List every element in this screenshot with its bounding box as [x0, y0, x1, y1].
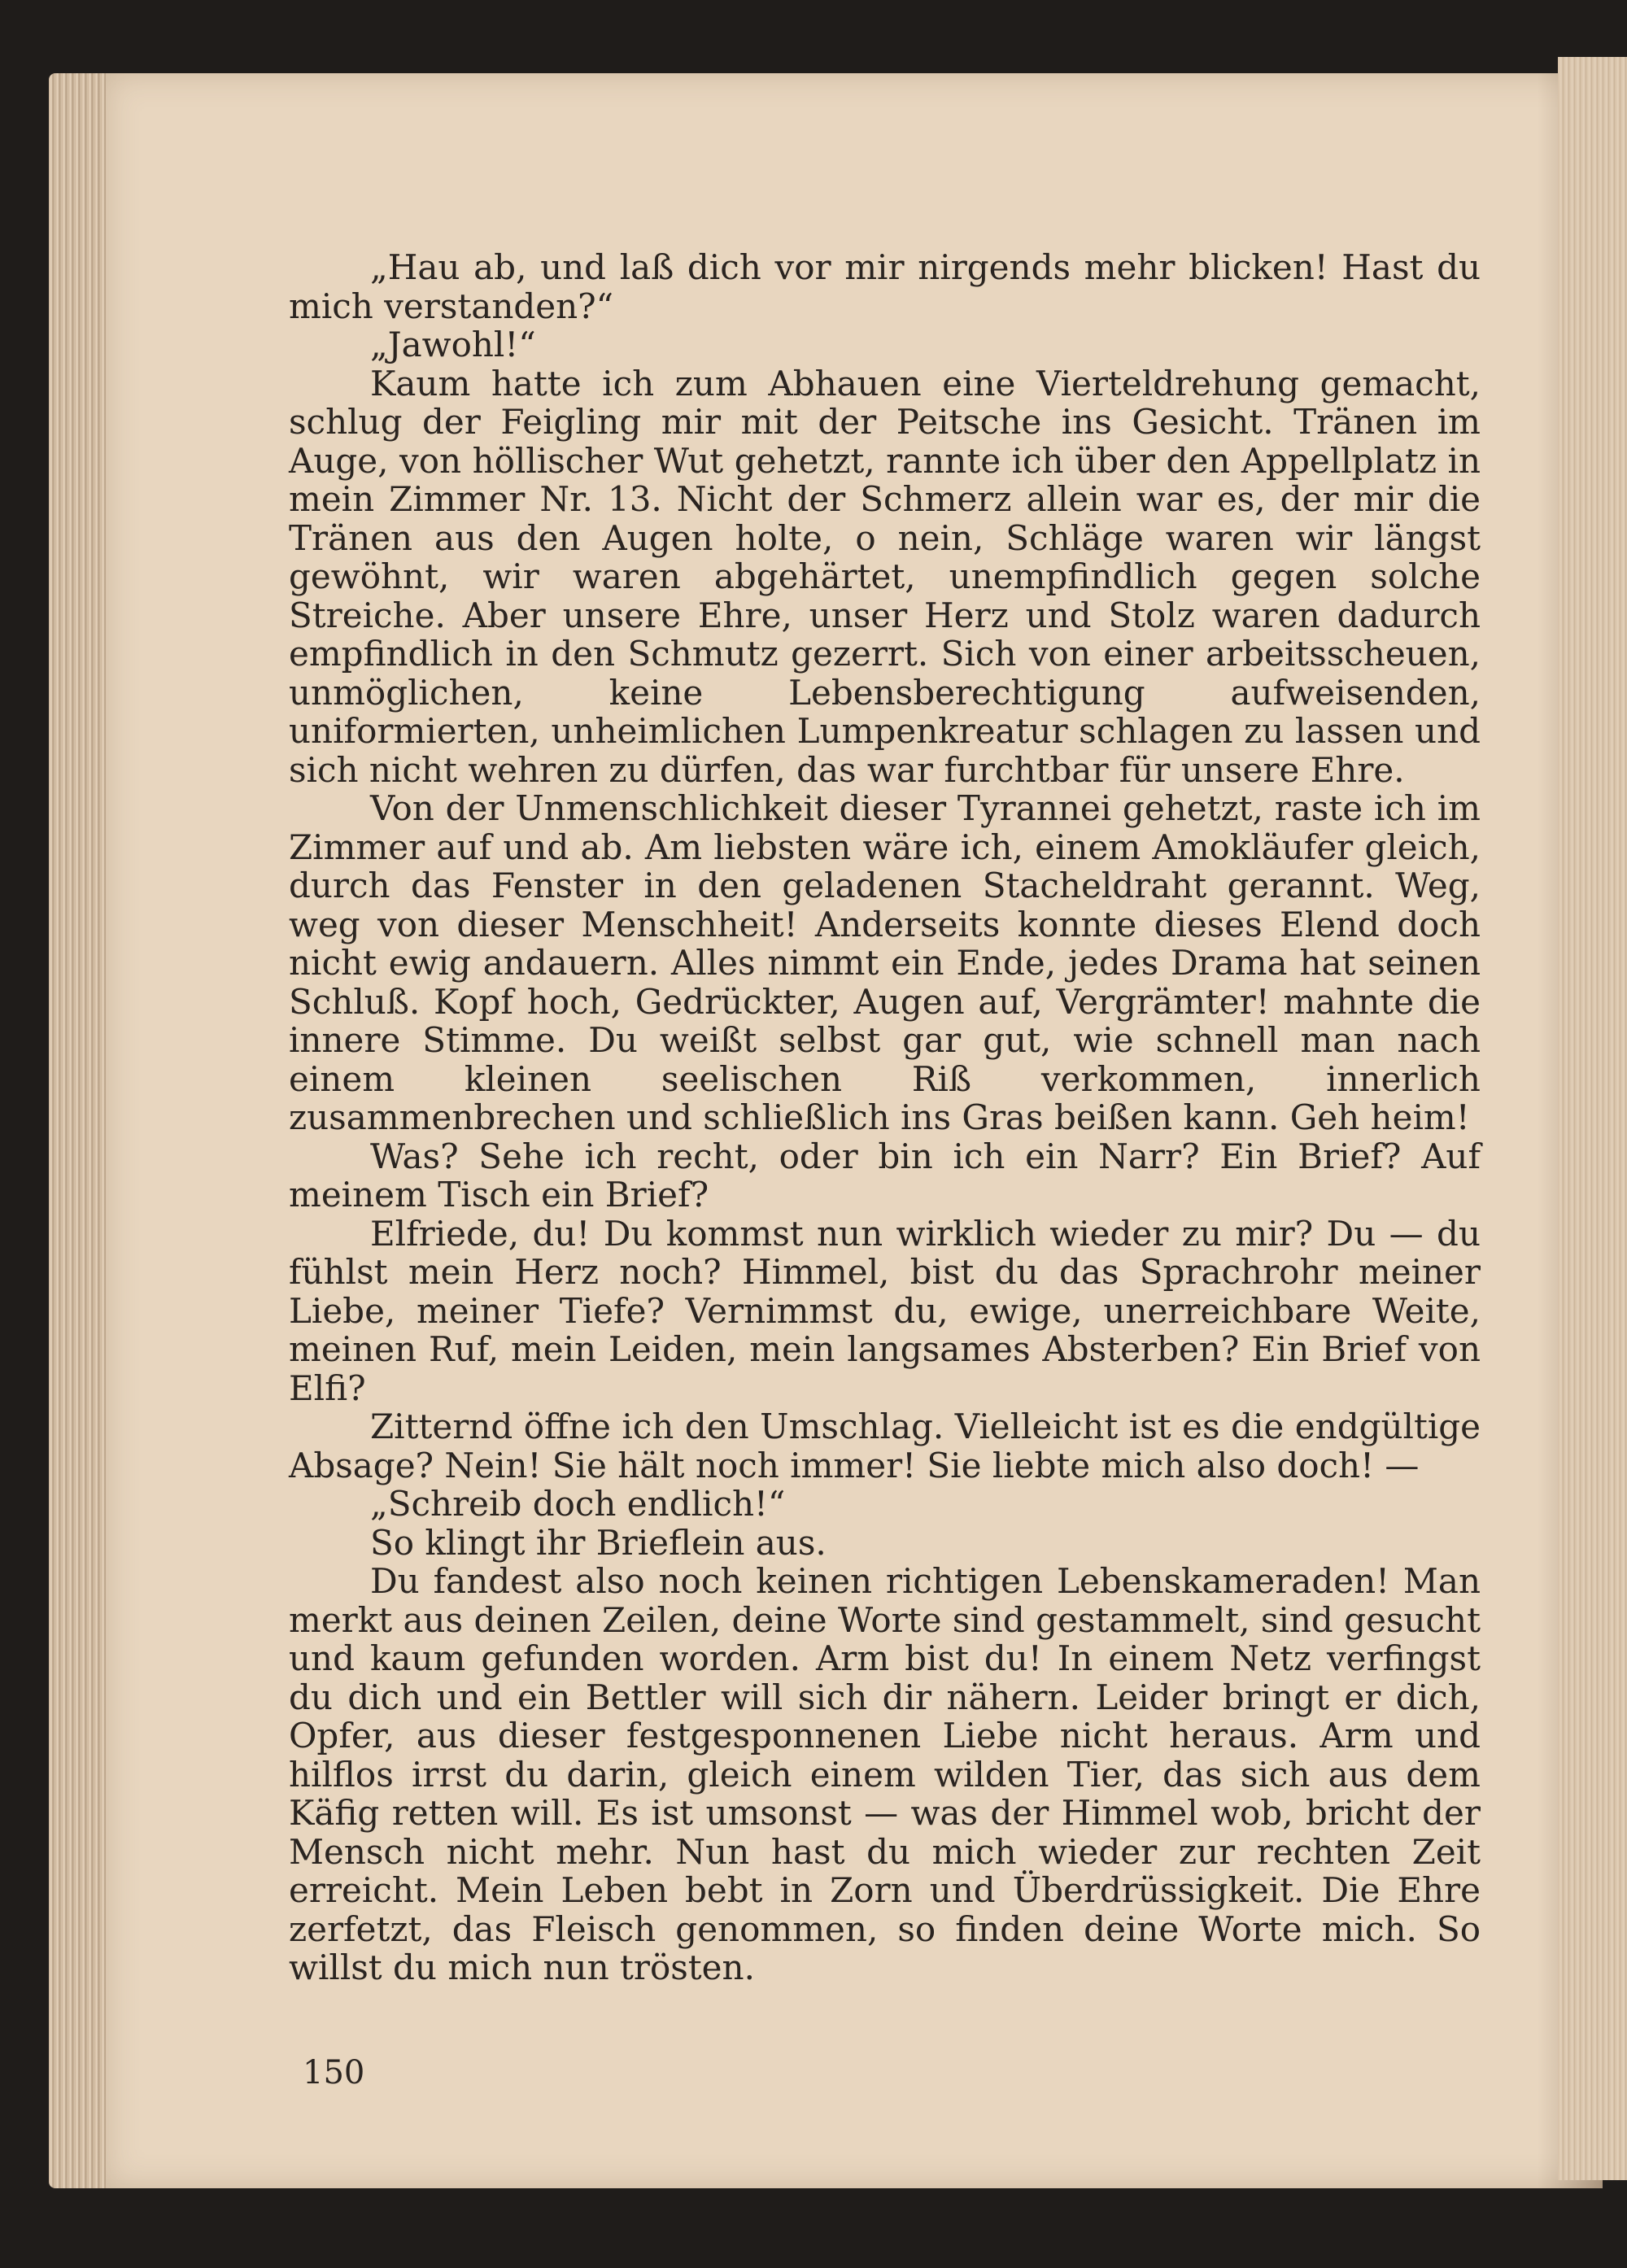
paragraph: Von der Unmenschlichkeit dieser Tyrannei gehetzt, raste ich im Zimmer auf und ab. Am liebsten wäre ich, einem Amokläufer gleich, durch das Fenster in den geladenen Stacheldraht gerannt. Weg, weg von dieser Menschheit! Anderseits konnte dieses Elend doch nicht ewig andauern. Alles nimmt ein Ende, jedes Drama hat seinen Schluß. Kopf hoch, Gedrückter, Augen auf, Vergrämter! mahnte die innere Stimme. Du weißt selbst gar gut, wie schnell man nach einem kleinen seelischen Riß verkommen, innerlich zusammenbrechen und schließlich ins Gras beißen kann. Geh heim!: [289, 788, 1481, 1137]
paragraph: „Hau ab, und laß dich vor mir nirgends mehr blicken! Hast du mich verstanden?“: [289, 247, 1481, 326]
next-page-edge: [1558, 57, 1627, 2180]
body-text: [289, 248, 1481, 1987]
paragraph: Was? Sehe ich recht, oder bin ich ein Narr? Ein Brief? Auf meinem Tisch ein Brief?: [289, 1136, 1481, 1215]
page-number: 150: [303, 2054, 365, 2091]
paragraph: So klingt ihr Brieflein aus.: [370, 1522, 827, 1563]
paragraph: Du fandest also noch keinen richtigen Lebenskameraden! Man merkt aus deinen Zeilen, deine Worte sind gestammelt, sind gesucht und kaum gefunden worden. Arm bist du! In einem Netz verfingst du dich und ein Bettler will sich dir nähern. Leider bringt er dich, Opfer, aus dieser festgesponnenen Liebe nicht heraus. Arm und hilflos irrst du darin, gleich einem wilden Tier, das sich aus dem Käfig retten will. Es ist umsonst — was der Himmel wob, bricht der Mensch nicht mehr. Nun hast du mich wieder zur rechten Zeit erreicht. Mein Leben bebt in Zorn und Überdrüssigkeit. Die Ehre zerfetzt, das Fleisch genommen, so finden deine Worte mich. So willst du mich nun trösten.: [289, 1561, 1481, 1987]
paragraph: „Schreib doch endlich!“: [370, 1484, 786, 1524]
paragraph: Elfriede, du! Du kommst nun wirklich wieder zu mir? Du — du fühlst mein Herz noch? Himmel, bist du das Sprachrohr meiner Liebe, meiner Tiefe? Vernimmst du, ewige, unerreichbare Weite, meinen Ruf, mein Leiden, mein langsames Absterben? Ein Brief von Elfi?: [289, 1213, 1481, 1408]
paragraph: „Jawohl!“: [370, 325, 536, 364]
paragraph: Zitternd öffne ich den Umschlag. Vielleicht ist es die endgültige Absage? Nein! Sie hält noch immer! Sie liebte mich also doch! —: [289, 1407, 1481, 1485]
paragraph: Kaum hatte ich zum Abhauen eine Vierteldrehung gemacht, schlug der Feigling mir mit der Peitsche ins Gesicht. Tränen im Auge, von höllischer Wut gehetzt, rannte ich über den Appellplatz in mein Zimmer Nr. 13. Nicht der Schmerz allein war es, der mir die Tränen aus den Augen holte, o nein, Schläge waren wir längst gewöhnt, wir waren abgehärtet, unempfindlich gegen solche Streiche. Aber unsere Ehre, unser Herz und Stolz waren dadurch empfindlich in den Schmutz gezerrt. Sich von einer arbeitsscheuen, unmöglichen, keine Lebensberechtigung aufweisenden, uniformierten, unheimlichen Lumpenkreatur schlagen zu lassen und sich nicht wehren zu dürfen, das war furchtbar für unsere Ehre.: [289, 363, 1481, 790]
